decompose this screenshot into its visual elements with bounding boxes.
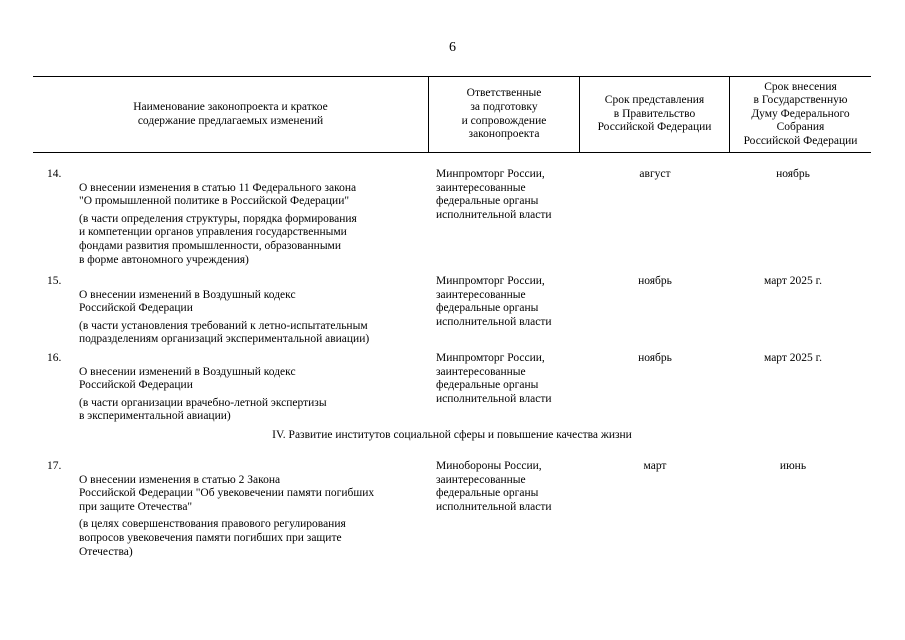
duma-deadline: март 2025 г. bbox=[764, 352, 822, 364]
bill-title: О внесении изменений в Воздушный кодекс Российской Федерации bbox=[79, 288, 296, 315]
header-name: Наименование законопроекта и краткое содержание предлагаемых изменений bbox=[133, 100, 328, 127]
responsible-body: Минпромторг России, заинтересованные федеральные органы исполнительной власти bbox=[436, 275, 552, 328]
page-number: 6 bbox=[449, 40, 456, 55]
bill-description: (в части определения структуры, порядка формирования и компетенции органов управления государственными фондами развития промышленности, образованными в форме автономного учреждения) bbox=[79, 212, 357, 266]
bill-description: (в части организации врачебно-летной экспертизы в экспериментальной авиации) bbox=[79, 396, 327, 423]
gov-deadline: ноябрь bbox=[638, 275, 672, 287]
responsible-body: Минобороны России, заинтересованные федеральные органы исполнительной власти bbox=[436, 460, 552, 513]
row-number: 17. bbox=[47, 460, 62, 472]
duma-deadline: март 2025 г. bbox=[764, 275, 822, 287]
row-number: 16. bbox=[47, 352, 62, 364]
header-duma-deadline: Срок внесения в Государственную Думу Федерального Собрания Российской Федерации bbox=[743, 80, 858, 147]
header-bottom-rule bbox=[33, 152, 871, 153]
header-responsible: Ответственные за подготовку и сопровождение законопроекта bbox=[461, 87, 547, 141]
bill-description: (в целях совершенствования правового регулирования вопросов увековечения памяти погибших при защите Отечества) bbox=[79, 518, 346, 558]
section-heading: IV. Развитие институтов социальной сферы и повышение качества жизни bbox=[272, 429, 632, 441]
bill-description: (в части установления требований к летно-испытательным подразделениям организаций экспериментальной авиации) bbox=[79, 319, 370, 346]
bill-name bbox=[79, 460, 429, 573]
duma-deadline: ноябрь bbox=[776, 168, 810, 180]
bill-name bbox=[79, 352, 429, 438]
responsible-body: Минпромторг России, заинтересованные федеральные органы исполнительной власти bbox=[436, 352, 552, 405]
gov-deadline: август bbox=[639, 168, 671, 180]
responsible-body: Минпромторг России, заинтересованные федеральные органы исполнительной власти bbox=[436, 168, 552, 221]
gov-deadline: март bbox=[643, 460, 667, 472]
bill-name bbox=[79, 168, 429, 281]
header-gov-deadline: Срок представления в Правительство Российской Федерации bbox=[597, 94, 712, 134]
row-number: 14. bbox=[47, 168, 62, 180]
bill-name bbox=[79, 275, 429, 361]
duma-deadline: июнь bbox=[779, 460, 807, 472]
gov-deadline: ноябрь bbox=[638, 352, 672, 364]
bill-title: О внесении изменения в статью 2 Закона Российской Федерации "Об увековечении памяти погибших при защите Отечества" bbox=[79, 473, 375, 513]
bill-title: О внесении изменения в статью 11 Федерального закона "О промышленной политике в Российской Федерации" bbox=[79, 181, 357, 208]
bill-title: О внесении изменений в Воздушный кодекс Российской Федерации bbox=[79, 365, 296, 392]
row-number: 15. bbox=[47, 275, 62, 287]
